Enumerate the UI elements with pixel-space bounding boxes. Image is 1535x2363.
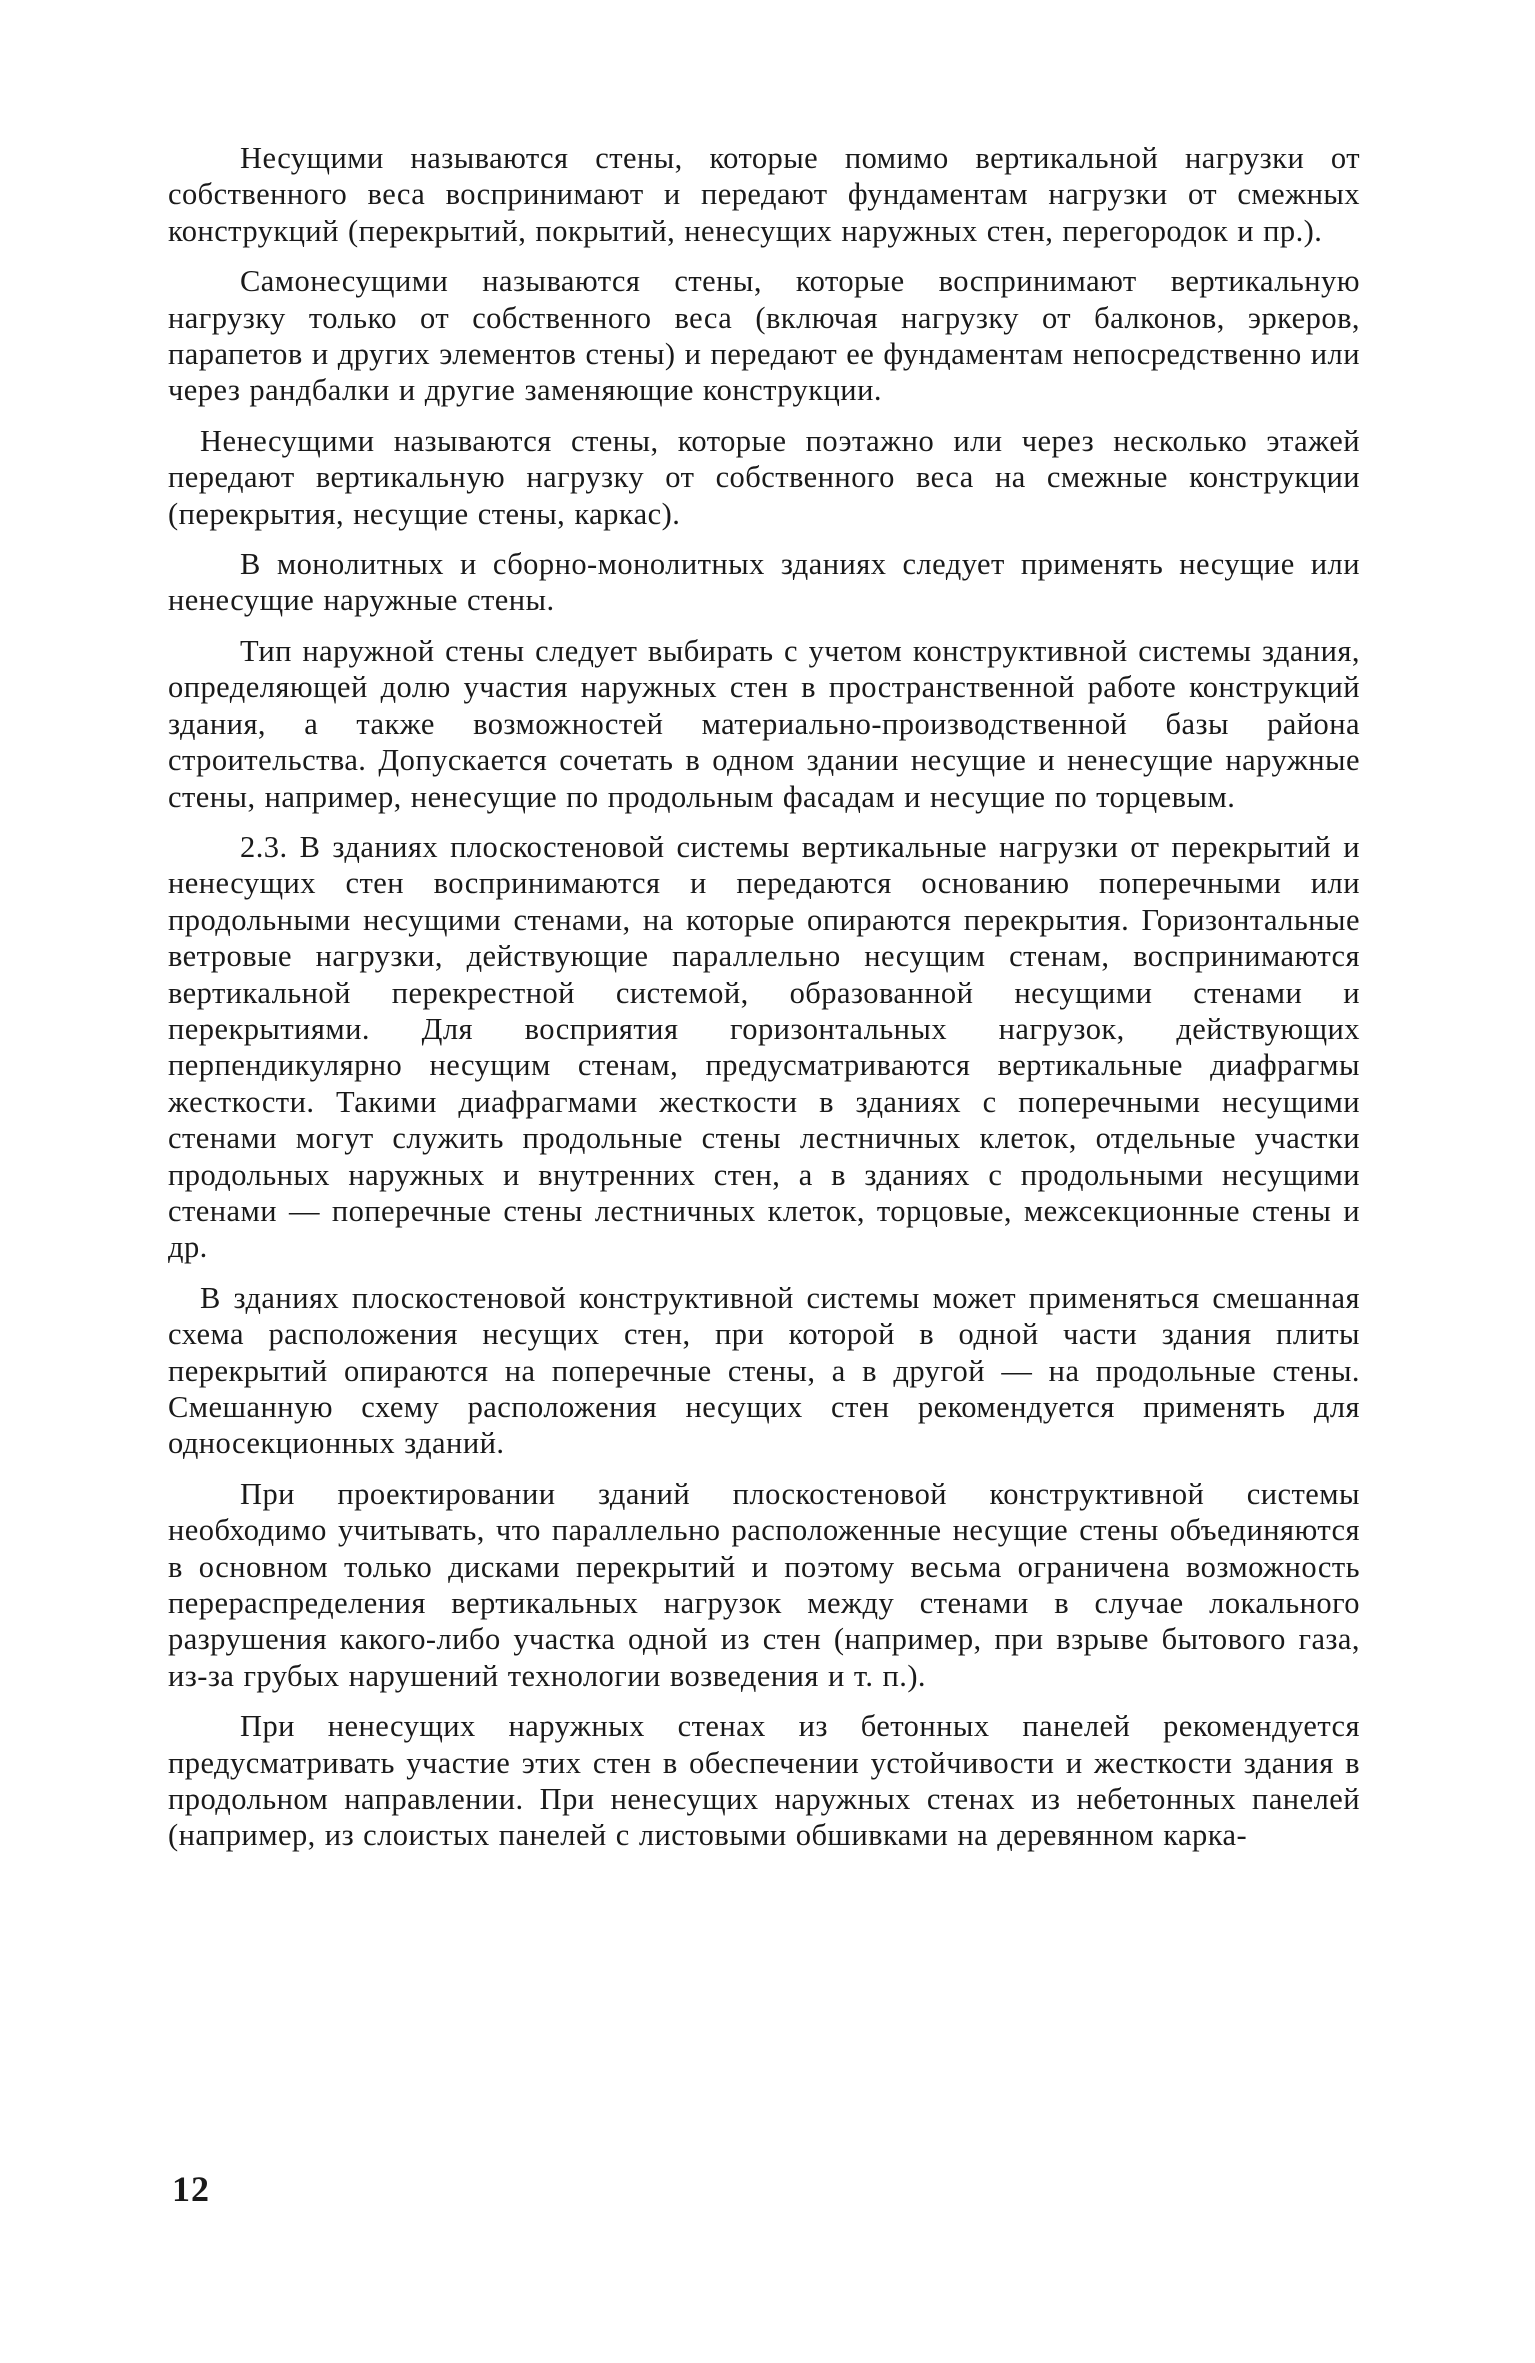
paragraph-section-2-3: 2.3. В зданиях плоскостеновой системы вертикальные нагрузки от перекрытий и ненесущих стен воспринимаются и передаются основанию поперечными или продольными несущими стенами, на которые опираются перекрытия. Горизонтальные ветровые нагрузки, действующие параллельно несущим стенам, воспринимаются вертикальной перекрестной системой, образованной несущими стенами и перекрытиями. Для восприятия горизонтальных нагрузок, действующих перпендикулярно несущим стенам, предусматриваются вертикальные диафрагмы жесткости. Такими диафрагмами жесткости в зданиях с поперечными несущими стенами могут служить продольные стены лестничных клеток, отдельные участки продольных наружных и внутренних стен, а в зданиях с продольными несущими стенами — поперечные стены лестничных клеток, торцовые, межсекционные стены и др. bbox=[168, 829, 1360, 1265]
paragraph-design-considerations: При проектировании зданий плоскостеновой конструктивной системы необходимо учитывать, что параллельно расположенные несущие стены объединяются в основном только дисками перекрытий и поэтому весьма ограничена возможность перераспределения вертикальных нагрузок между стенами в случае локального разрушения какого-либо участка одной из стен (например, при взрыве бытового газа, из-за грубых нарушений технологии возведения и т. п.). bbox=[168, 1476, 1360, 1693]
paragraph-non-load-bearing-walls: Ненесущими называются стены, которые поэтажно или через несколько этажей передают вертикальную нагрузку от собственного веса на смежные конструкции (перекрытия, несущие стены, каркас). bbox=[168, 423, 1360, 531]
page-number: 12 bbox=[172, 2169, 210, 2209]
paragraph-load-bearing-walls: Несущими называются стены, которые помимо вертикальной нагрузки от собственного веса воспринимают и передают фундаментам нагрузки от смежных конструкций (перекрытий, покрытий, ненесущих наружных стен, перегородок и пр.). bbox=[168, 141, 1360, 248]
paragraph-monolithic-buildings: В монолитных и сборно-монолитных зданиях следует применять несущие или ненесущие наружные стены. bbox=[168, 547, 1360, 618]
paragraph-wall-type-selection: Тип наружной стены следует выбирать с учетом конструктивной системы здания, определяющей долю участия наружных стен в пространственной работе конструкций здания, а также возможностей материально-производственной базы района строительства. Допускается сочетать в одном здании несущие и ненесущие наружные стены, например, ненесущие по продольным фасадам и несущие по торцевым. bbox=[168, 633, 1360, 814]
document-page bbox=[168, 140, 1360, 1868]
paragraph-mixed-scheme: В зданиях плоскостеновой конструктивной системы может применяться смешанная схема расположения несущих стен, при которой в одной части здания плиты перекрытий опираются на поперечные стены, а в другой — на продольные стены. Смешанную схему расположения несущих стен рекомендуется применять для односекционных зданий. bbox=[168, 1280, 1360, 1461]
paragraph-concrete-panels: При ненесущих наружных стенах из бетонных панелей рекомендуется предусматривать участие этих стен в обеспечении устойчивости и жесткости здания в продольном направлении. При ненесущих наружных стенах из небетонных панелей (например, из слоистых панелей с листовыми обшивками на деревянном карка- bbox=[168, 1709, 1360, 1853]
paragraph-self-supporting-walls: Самонесущими называются стены, которые воспринимают вертикальную нагрузку только от собственного веса (включая нагрузку от балконов, эркеров, парапетов и других элементов стены) и передают ее фундаментам непосредственно или через рандбалки и другие заменяющие конструкции. bbox=[168, 264, 1360, 408]
